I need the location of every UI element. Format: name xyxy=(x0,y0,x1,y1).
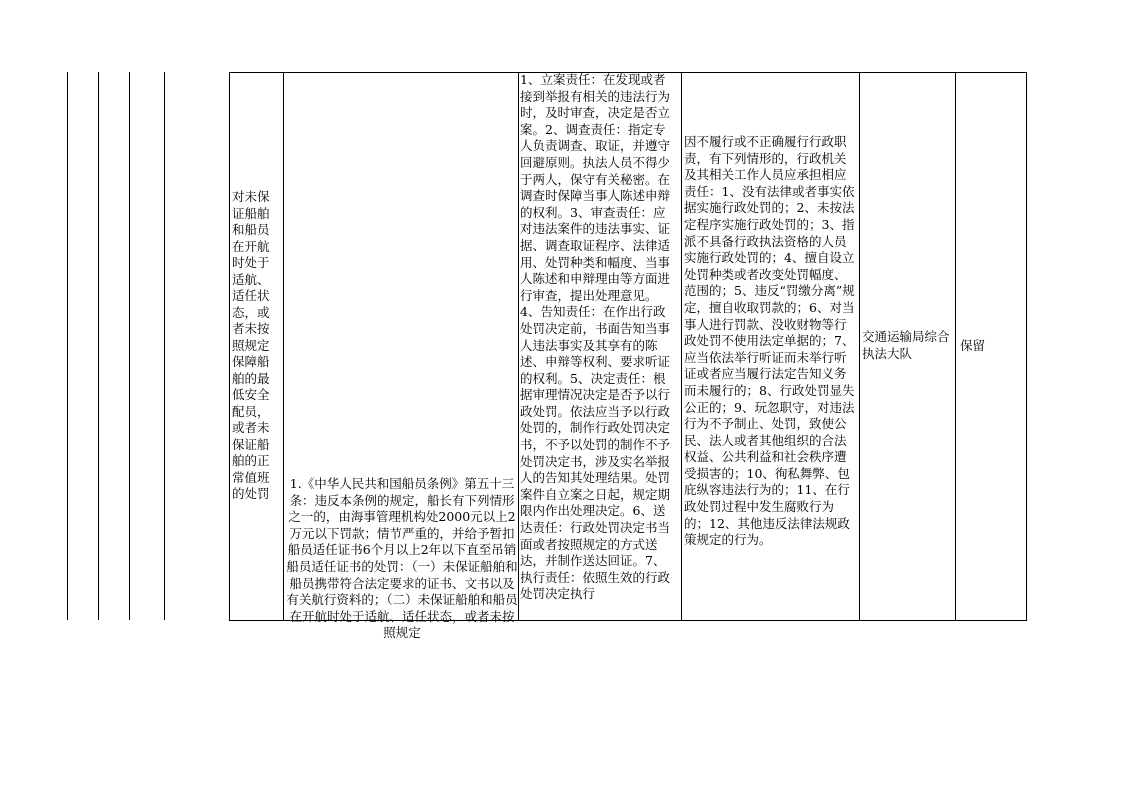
table-border xyxy=(859,72,860,620)
table-border xyxy=(283,72,284,620)
table-border xyxy=(67,72,68,620)
table-border xyxy=(164,72,165,620)
table-border xyxy=(129,72,130,620)
subject-text: 交通运输局综合执法大队 xyxy=(862,329,950,361)
legal-basis-text: 1.《中华人民共和国船员条例》第五十三条：违反本条例的规定，船长有下列情形之一的，由海事管理机构处2000元以上2万元以下罚款；情节严重的，并给予暂扣船员适任证书6个月以上2年以下直至吊销船员适任证书的处罚：（一）未保证船舶和船员携带符合法定要求的证书、文书以及有关航行资料的；（二）未保证船舶和船员在开航时处于适航、适任状态，或者未按照规定 xyxy=(286,476,518,641)
table-border xyxy=(681,72,682,620)
subject-cell xyxy=(862,72,954,620)
table-border xyxy=(955,72,956,620)
liability-cell xyxy=(684,72,856,620)
table-border xyxy=(518,72,519,620)
table-border xyxy=(98,72,99,620)
table-border xyxy=(229,72,230,620)
table-border xyxy=(1026,72,1027,620)
note-cell xyxy=(960,72,1024,620)
item-name-text: 对未保证船舶和船员在开航时处于适航、适任状态，或者未按照规定保障船舶的最低安全配员，或者未保证船舶的正常值班的处罚 xyxy=(232,189,270,502)
liability-text: 因不履行或不正确履行行政职责，有下列情形的，行政机关及其相关工作人员应承担相应责任：1、没有法律或者事实依据实施行政处罚的；2、未按法定程序实施行政处罚的；3、指派不具备行政执法资格的人员实施行政处罚的；4、擅自设立处罚种类或者改变处罚幅度、范围的；5、违反“罚缴分离”规定，擅自收取罚款的；6、对当事人进行罚款、没收财物等行政处罚不使用法定单据的；7、应当依法举行听证而未举行听证或者应当履行法定告知义务而未履行的；8、行政处罚显失公正的；9、玩忽职守，对违法行为不予制止、处罚，致使公民、法人或者其他组织的合法权益、公共利益和社会秩序遭受损害的；10、徇私舞弊、包庇纵容违法行为的；11、在行政处罚过程中发生腐败行为的；12、其他违反法律法规政策规定的行为。 xyxy=(684,134,855,548)
item-name-cell xyxy=(232,72,274,620)
responsibility-text: 1、立案责任：在发现或者接到举报有相关的违法行为时，及时审查，决定是否立案。2、调查责任：指定专人负责调查、取证，并遵守回避原则。执法人员不得少于两人，保守有关秘密。在调查时保障当事人陈述申辩的权利。3、审查责任：应对违法案件的违法事实、证据、调查取证程序、法律适用、处罚种类和幅度、当事人陈述和申辩理由等方面进行审查，提出处理意见。4、告知责任：在作出行政处罚决定前，书面告知当事人违法事实及其享有的陈述、申辩等权利、要求听证的权利。5、决定责任：根据审理情况决定是否予以行政处罚。依法应当予以行政处罚的，制作行政处罚决定书，不予以处罚的制作不予处罚决定书，涉及实名举报人的告知其处理结果。处罚案件自立案之日起，规定期限内作出处理决定。6、送达责任：行政处罚决定书当面或者按照规定的方式送达，并制作送达回证。7、执行责任：依照生效的行政处罚决定执行 xyxy=(520,72,671,602)
note-text: 保留 xyxy=(960,337,986,353)
responsibility-cell xyxy=(520,72,676,620)
legal-basis-cell xyxy=(286,72,518,641)
